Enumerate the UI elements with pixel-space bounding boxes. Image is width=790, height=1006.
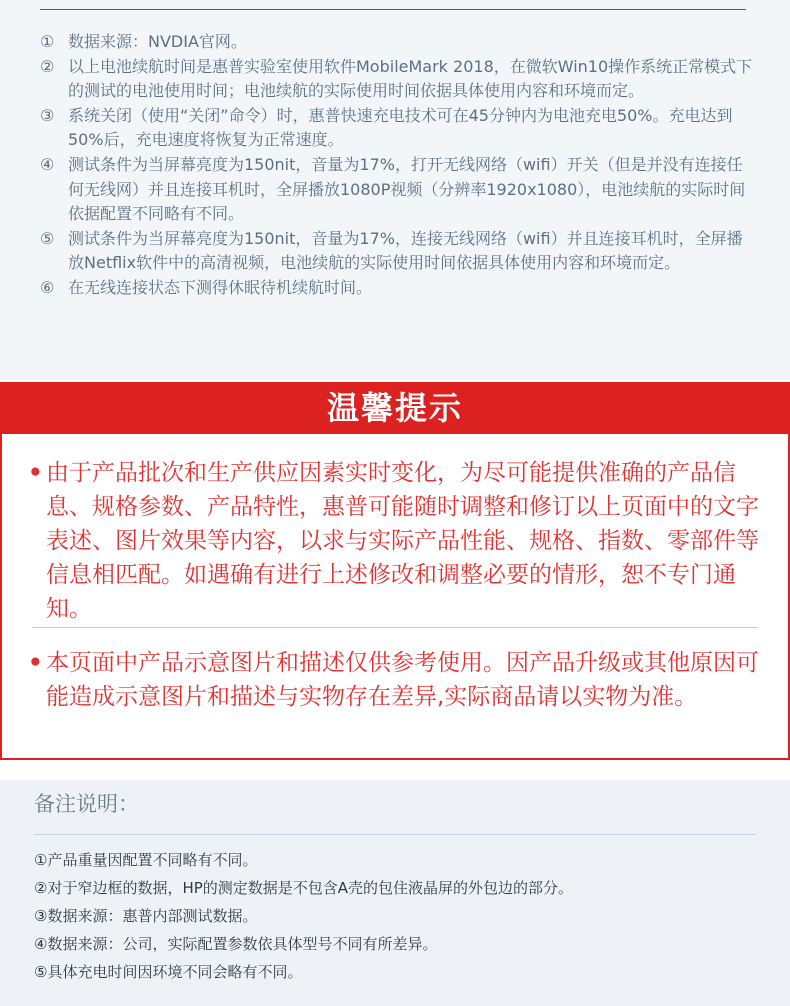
footnote-text: 在无线连接状态下测得休眠待机续航时间。 xyxy=(68,277,373,297)
remark-item: ④数据来源：公司，实际配置参数依具体型号不同有所差异。 xyxy=(34,935,438,953)
warm-tips-box xyxy=(0,434,790,760)
footnote-text: 数据来源：NVDIA官网。 xyxy=(68,32,247,51)
footnote-item xyxy=(40,30,756,55)
footnote-text: 系统关闭（使用“关闭”命令）时，惠普快速充电技术可在45分钟内为电池充电50%。充电达到50%后，充电速度将恢复为正常速度。 xyxy=(68,105,733,150)
footnote-text: 测试条件为当屏幕亮度为150nit，音量为17%，连接无线网络（wifi）并且连接耳机时，全屏播放Netflix软件中的高清视频，电池续航的实际使用时间依据具体使用内容和环境而定。 xyxy=(68,228,743,273)
footnote-number: ② xyxy=(40,56,55,76)
footnote-text: 测试条件为当屏幕亮度为150nit，音量为17%，打开无线网络（wifi）开关（但是并没有连接任何无线网）并且连接耳机时，全屏播放1080P视频（分辨率1920x1080），电池续航的实际时间依据配置不同略有不同。 xyxy=(68,154,746,224)
tip-divider xyxy=(32,627,758,628)
footnotes-section xyxy=(0,0,790,380)
footnote-number: ④ xyxy=(40,154,55,174)
remarks-section xyxy=(0,780,790,1006)
tip-text: 本页面中产品示意图片和描述仅供参考使用。因产品升级或其他原因可能造成示意图片和描述与实物存在差异,实际商品请以实物为准。 xyxy=(46,650,759,710)
footnote-item xyxy=(40,227,756,276)
footnote-number: ⑤ xyxy=(40,228,55,248)
footnote-item xyxy=(40,276,756,301)
remark-item: ②对于窄边框的数据，HP的测定数据是不包含A壳的包住液晶屏的外包边的部分。 xyxy=(34,879,574,897)
remark-item: ⑤具体充电时间因环境不同会略有不同。 xyxy=(34,963,303,981)
tip-text: 由于产品批次和生产供应因素实时变化，为尽可能提供准确的产品信息、规格参数、产品特性，惠普可能随时调整和修订以上页面中的文字表述、图片效果等内容，以求与实际产品性能、规格、指数、零部件等信息相匹配。如遇确有进行上述修改和调整必要的情形，恕不专门通知。 xyxy=(46,460,759,622)
bullet-icon: • xyxy=(28,460,43,486)
remark-item: ③数据来源：惠普内部测试数据。 xyxy=(34,907,258,925)
footnote-number: ① xyxy=(40,32,55,51)
footnote-item xyxy=(40,104,756,153)
tip-item xyxy=(28,456,764,626)
tip-item xyxy=(28,646,764,714)
warm-tips-title: 温馨提示 xyxy=(0,382,790,434)
remarks-list xyxy=(34,846,573,986)
bullet-icon: • xyxy=(28,650,43,676)
footnotes-list xyxy=(40,30,756,301)
footnote-item xyxy=(40,153,756,227)
remarks-title: 备注说明： xyxy=(34,792,139,816)
footnote-number: ⑥ xyxy=(40,277,55,297)
remark-item: ①产品重量因配置不同略有不同。 xyxy=(34,851,258,869)
footnote-item xyxy=(40,55,756,104)
remarks-divider xyxy=(34,834,756,835)
footnote-text: 以上电池续航时间是惠普实验室使用软件MobileMark 2018，在微软Win10操作系统正常模式下的测试的电池使用时间；电池续航的实际使用时间依据具体使用内容和环境而定。 xyxy=(68,56,753,101)
section-divider xyxy=(40,9,746,10)
footnote-number: ③ xyxy=(40,105,55,125)
